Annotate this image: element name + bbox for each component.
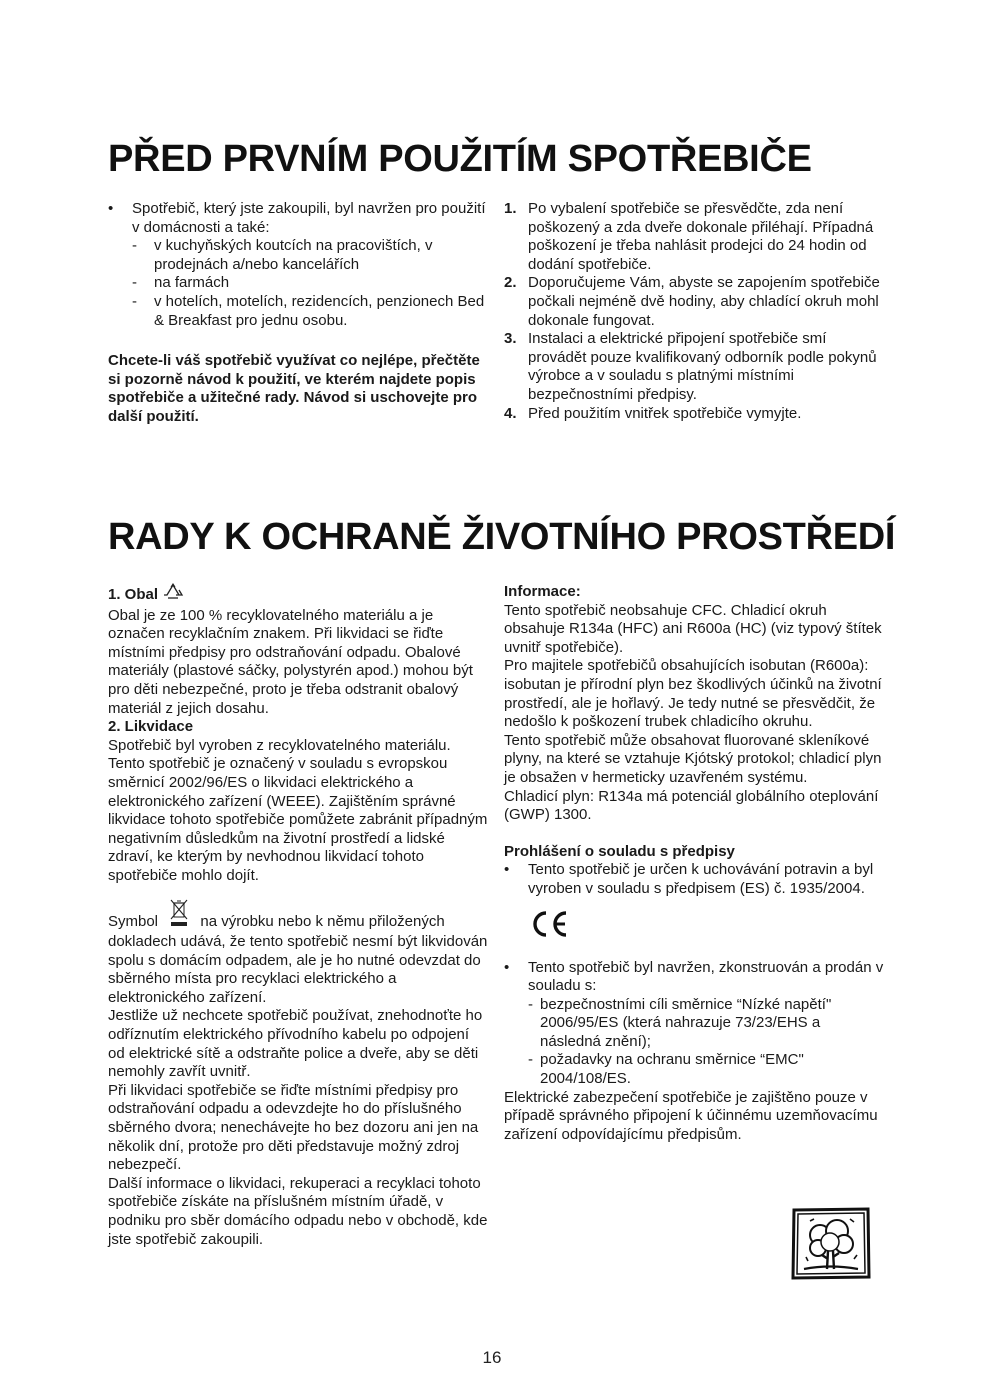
info-paragraph: Tento spotřebič neobsahuje CFC. Chladicí okruh obsahuje R134a (HFC) ani R600a (HC) (viz typový štítek uvnitř spotřebiče). [504,601,882,656]
directive-item [504,996,884,1052]
intro-bullet-text: Spotřebič, který jste zakoupili, byl navržen pro použití v domácnosti a také: [132,200,486,236]
environment-tree-logo [790,1207,872,1281]
recycle-icon [162,583,184,607]
dash-item [108,237,488,274]
obal-text: Obal je ze 100 % recyklovatelného materiálu a je označen recyklačním znakem. Při likvidaci se řiďte místními předpisy pro odstraňování odpadu. Obalové materiály (plastové sáčky, polystyrén apod.) mohou být pro děti nebezpečné, proto je třeba odstranit obalový materiál z jejich dosahu. [108,606,473,717]
declaration-bullet [504,959,884,996]
dash-marker: - [132,237,137,255]
numbered-item-text: Před použitím vnitřek spotřebiče vymyjte. [528,404,802,422]
numbered-item-text: Doporučujeme Vám, abyste se zapojením spotřebiče počkali nejméně dvě hodiny, aby chladící okruh mohl dokonale fungovat. [528,274,880,329]
directive-item-text: bezpečnostními cíli směrnice “Nízké napětí" 2006/95/ES (která nahrazuje 73/23/EHS a následná znění); [540,995,832,1050]
symbol-text-a: na výrobku nebo k němu přiložených [200,912,445,930]
bold-note: Chcete-li váš spotřebič využívat co nejlépe, přečtěte si pozorně návod k použití, ve kterém najdete popis spotřebiče a užitečné rady. Návod si uschovejte pro další použití. [108,352,480,425]
page-number: 16 [482,1348,502,1367]
section-title-environment: RADY K OCHRANĚ ŽIVOTNÍHO PROSTŘEDÍ [108,516,896,558]
ce-mark-wrap [504,899,884,959]
info-paragraph: Tento spotřebič může obsahovat fluorované skleníkové plyny, na které se vztahuje Kjótský protokol; chladicí plyn je obsažen v hermeticky uzavřeném systému. [504,731,882,786]
numbered-item-text: Po vybalení spotřebiče se přesvědčte, zda není poškozený a zda dveře dokonale přiléhají. Případná poškození je třeba nahlásit prodejci do 24 hodin od dodání spotřebiče. [528,200,874,273]
directive-item-text: požadavky na ochranu směrnice “EMC" 2004/108/ES. [540,1051,804,1088]
obal-heading: 1. Obal [108,585,159,603]
final-text: Elektrické zabezpečení spotřebiče je zajištěno pouze v případě správného připojení k účinnému uzemňovacímu zařízení odpovídajícímu předpisům. [504,1088,878,1143]
declaration-bullet-text: Tento spotřebič byl navržen, zkonstruován a prodán v souladu s: [528,958,884,995]
dash-item-text: na farmách [154,274,230,292]
obal-heading-line [108,583,488,607]
likvidace-text: Spotřebič byl vyroben z recyklovatelného materiálu. Tento spotřebič je označený v souladu s evropskou směrnicí 2002/96/ES o likvidaci elektrického a elektronického zařízení (WEEE). Zajištěním správné likvidace tohoto spotřebiče pomůžete zabránit případným negativním důsledkům na životní prostředí a lidské zdraví, ke kterým by nevhodnou likvidací tohoto spotřebiče mohlo dojít. [108,736,488,884]
intro-bullet [108,200,488,330]
no-use-text: Jestliže už nechcete spotřebič používat, znehodnoťte ho odříznutím elektrického přívodního kabelu po odpojení od elektrické sítě a odstraňte police a dveře, aby se děti nemohly zavřít uvnitř. [108,1007,483,1081]
disposal-text: Při likvidaci spotřebiče se řiďte místními předpisy pro odstraňování odpadu a odevzdejte ho do příslušného sběrného dvora; nenechávejte ho bez dozoru ani jen na několik dní, protože pro děti představuje možný zdroj nebezpečí. [108,1081,479,1174]
ce-mark-icon [528,909,570,945]
numbered-item [504,330,884,404]
numbered-item-number: 1. [504,200,517,217]
section1-left-column [108,200,488,427]
more-info-text: Další informace o likvidaci, rekuperaci a recyklaci tohoto spotřebiče získáte na příslušném místním úřadě, v podniku pro sběr domácího odpadu nebo v obchodě, kde jste spotřebič zakoupili. [108,1174,488,1248]
bullet-marker: • [504,861,510,879]
numbered-item [504,200,884,274]
dash-item-text: v kuchyňských koutcích na pracovištích, v prodejnách a/nebo kancelářích [154,237,433,273]
dash-item [108,274,488,293]
section2-left-column [108,583,488,1249]
numbered-item-number: 3. [504,330,517,348]
declaration-heading: Prohlášení o souladu s předpisy [504,842,735,860]
symbol-text-b: dokladech udává, že tento spotřebič nesmí být likvidován spolu s domácím odpadem, ale je ho nutné odevzdat do sběrného místa pro recyklaci elektrického a elektronického zařízení. [108,933,488,1006]
bullet-marker: • [504,958,510,976]
dash-item [108,293,488,330]
dash-marker: - [528,1051,533,1069]
numbered-item-text: Instalaci a elektrické připojení spotřebiče smí provádět pouze kvalifikovaný odborník podle pokynů výrobce a v souladu s platnými místními bezpečnostními předpisy. [528,330,877,403]
symbol-paragraph [108,898,488,1008]
section-title-before-first-use: PŘED PRVNÍM POUŽITÍM SPOTŘEBIČE [108,138,812,180]
dash-item-text: v hotelích, motelích, rezidencích, penzionech Bed & Breakfast pro jednu osobu. [154,292,485,329]
directive-item [504,1051,884,1088]
dash-marker: - [528,995,533,1013]
dash-marker: - [132,274,137,292]
numbered-item-number: 4. [504,404,517,422]
crossed-bin-icon [168,898,190,934]
declaration-bullet [504,861,884,898]
declaration-bullet-text: Tento spotřebič je určen k uchovávání potravin a byl vyroben v souladu s předpisem (ES) č. 1935/2004. [528,861,874,897]
numbered-item [504,274,884,330]
numbered-item-number: 2. [504,274,517,292]
info-paragraph: Pro majitele spotřebičů obsahujících isobutan (R600a): isobutan je přírodní plyn bez škodlivých účinků na životní prostředí, ale je hořlavý. Je tedy nutné se přesvědčit, že nedošlo k poškození trubek chladicího okruhu. [504,657,882,731]
dash-marker: - [132,292,137,310]
section1-right-column [504,200,884,423]
bullet-marker: • [108,200,114,217]
info-paragraph: Chladicí plyn: R134a má potenciál globálního oteplování (GWP) 1300. [504,787,879,824]
numbered-item [504,405,884,424]
likvidace-heading: 2. Likvidace [108,718,194,736]
info-heading: Informace: [504,583,581,600]
symbol-label: Symbol [108,912,159,930]
section2-right-column [504,583,884,1144]
